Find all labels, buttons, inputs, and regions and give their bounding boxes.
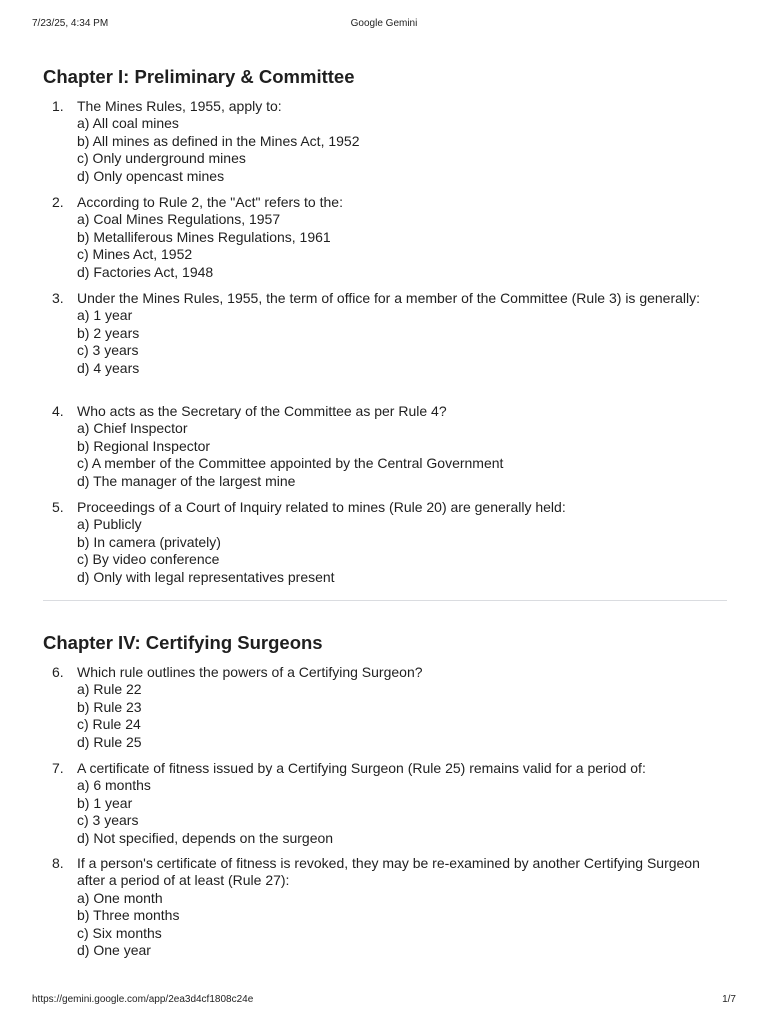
answer-option: c) Six months (77, 924, 162, 941)
answer-option: a) Chief Inspector (77, 420, 188, 437)
answer-option: b) 1 year (77, 794, 133, 811)
answer-option: b) All mines as defined in the Mines Act, 1952 (77, 132, 360, 149)
answer-option: c) 3 years (77, 342, 139, 359)
question-number: 7. (52, 760, 64, 776)
question-item (43, 403, 727, 490)
answer-option: d) Factories Act, 1948 (77, 263, 214, 280)
question-number: 3. (52, 290, 64, 306)
question-text: If a person's certificate of fitness is revoked, they may be re-examined by another Certifying Surgeon after a period of at least (Rule 27): (77, 855, 700, 889)
answer-option: d) Not specified, depends on the surgeon (77, 829, 334, 846)
answer-option: b) Rule 23 (77, 698, 142, 715)
question-text: A certificate of fitness issued by a Certifying Surgeon (Rule 25) remains valid for a period of: (77, 760, 646, 776)
question-item (43, 664, 727, 751)
answer-option: a) 1 year (77, 307, 133, 324)
question-number: 2. (52, 194, 64, 210)
answer-option: c) 3 years (77, 812, 139, 829)
section-divider (43, 600, 727, 601)
question-number: 1. (52, 98, 64, 114)
question-text: Under the Mines Rules, 1955, the term of office for a member of the Committee (Rule 3) is generally: (77, 290, 701, 306)
question-text: Who acts as the Secretary of the Committee as per Rule 4? (77, 403, 447, 419)
question-number: 8. (52, 855, 64, 871)
question-text: Which rule outlines the powers of a Certifying Surgeon? (77, 664, 423, 680)
answer-option: b) Metalliferous Mines Regulations, 1961 (77, 228, 331, 245)
question-item (43, 855, 727, 959)
question-item (43, 98, 727, 185)
answer-option: a) Coal Mines Regulations, 1957 (77, 211, 281, 228)
print-datetime: 7/23/25, 4:34 PM (32, 18, 109, 29)
page-url: https://gemini.google.com/app/2ea3d4cf1808c24e (32, 994, 254, 1005)
answer-option: d) Only opencast mines (77, 167, 225, 184)
answer-option: b) 2 years (77, 324, 140, 341)
answer-option: c) Mines Act, 1952 (77, 246, 193, 263)
question-number: 4. (52, 403, 64, 419)
answer-option: d) One year (77, 942, 151, 959)
chapter-title: Chapter IV: Certifying Surgeons (43, 632, 323, 653)
chapter-title: Chapter I: Preliminary & Committee (43, 66, 355, 87)
answer-option: d) The manager of the largest mine (77, 472, 296, 489)
answer-option: b) Three months (77, 907, 180, 924)
question-item (43, 499, 727, 586)
answer-option: c) By video conference (77, 551, 220, 568)
question-item (43, 194, 727, 281)
answer-option: c) Only underground mines (77, 150, 246, 167)
answer-option: d) Only with legal representatives present (77, 568, 335, 585)
question-text: The Mines Rules, 1955, apply to: (77, 98, 282, 114)
answer-option: c) Rule 24 (77, 716, 141, 733)
answer-option: a) One month (77, 889, 163, 906)
answer-option: d) Rule 25 (77, 733, 142, 750)
answer-option: a) Rule 22 (77, 681, 142, 698)
question-item (43, 290, 727, 377)
answer-option: c) A member of the Committee appointed by the Central Government (77, 455, 504, 472)
answer-option: d) 4 years (77, 359, 140, 376)
question-text: According to Rule 2, the "Act" refers to the: (77, 194, 343, 210)
answer-option: a) 6 months (77, 777, 151, 794)
answer-option: a) All coal mines (77, 115, 179, 132)
question-item (43, 760, 727, 847)
page-number: 1/7 (722, 994, 736, 1005)
answer-option: b) In camera (privately) (77, 533, 221, 550)
print-page-title: Google Gemini (350, 18, 418, 29)
answer-option: b) Regional Inspector (77, 437, 211, 454)
answer-option: a) Publicly (77, 516, 142, 533)
question-number: 6. (52, 664, 64, 680)
question-number: 5. (52, 499, 64, 515)
question-text: Proceedings of a Court of Inquiry related to mines (Rule 20) are generally held: (77, 499, 566, 515)
